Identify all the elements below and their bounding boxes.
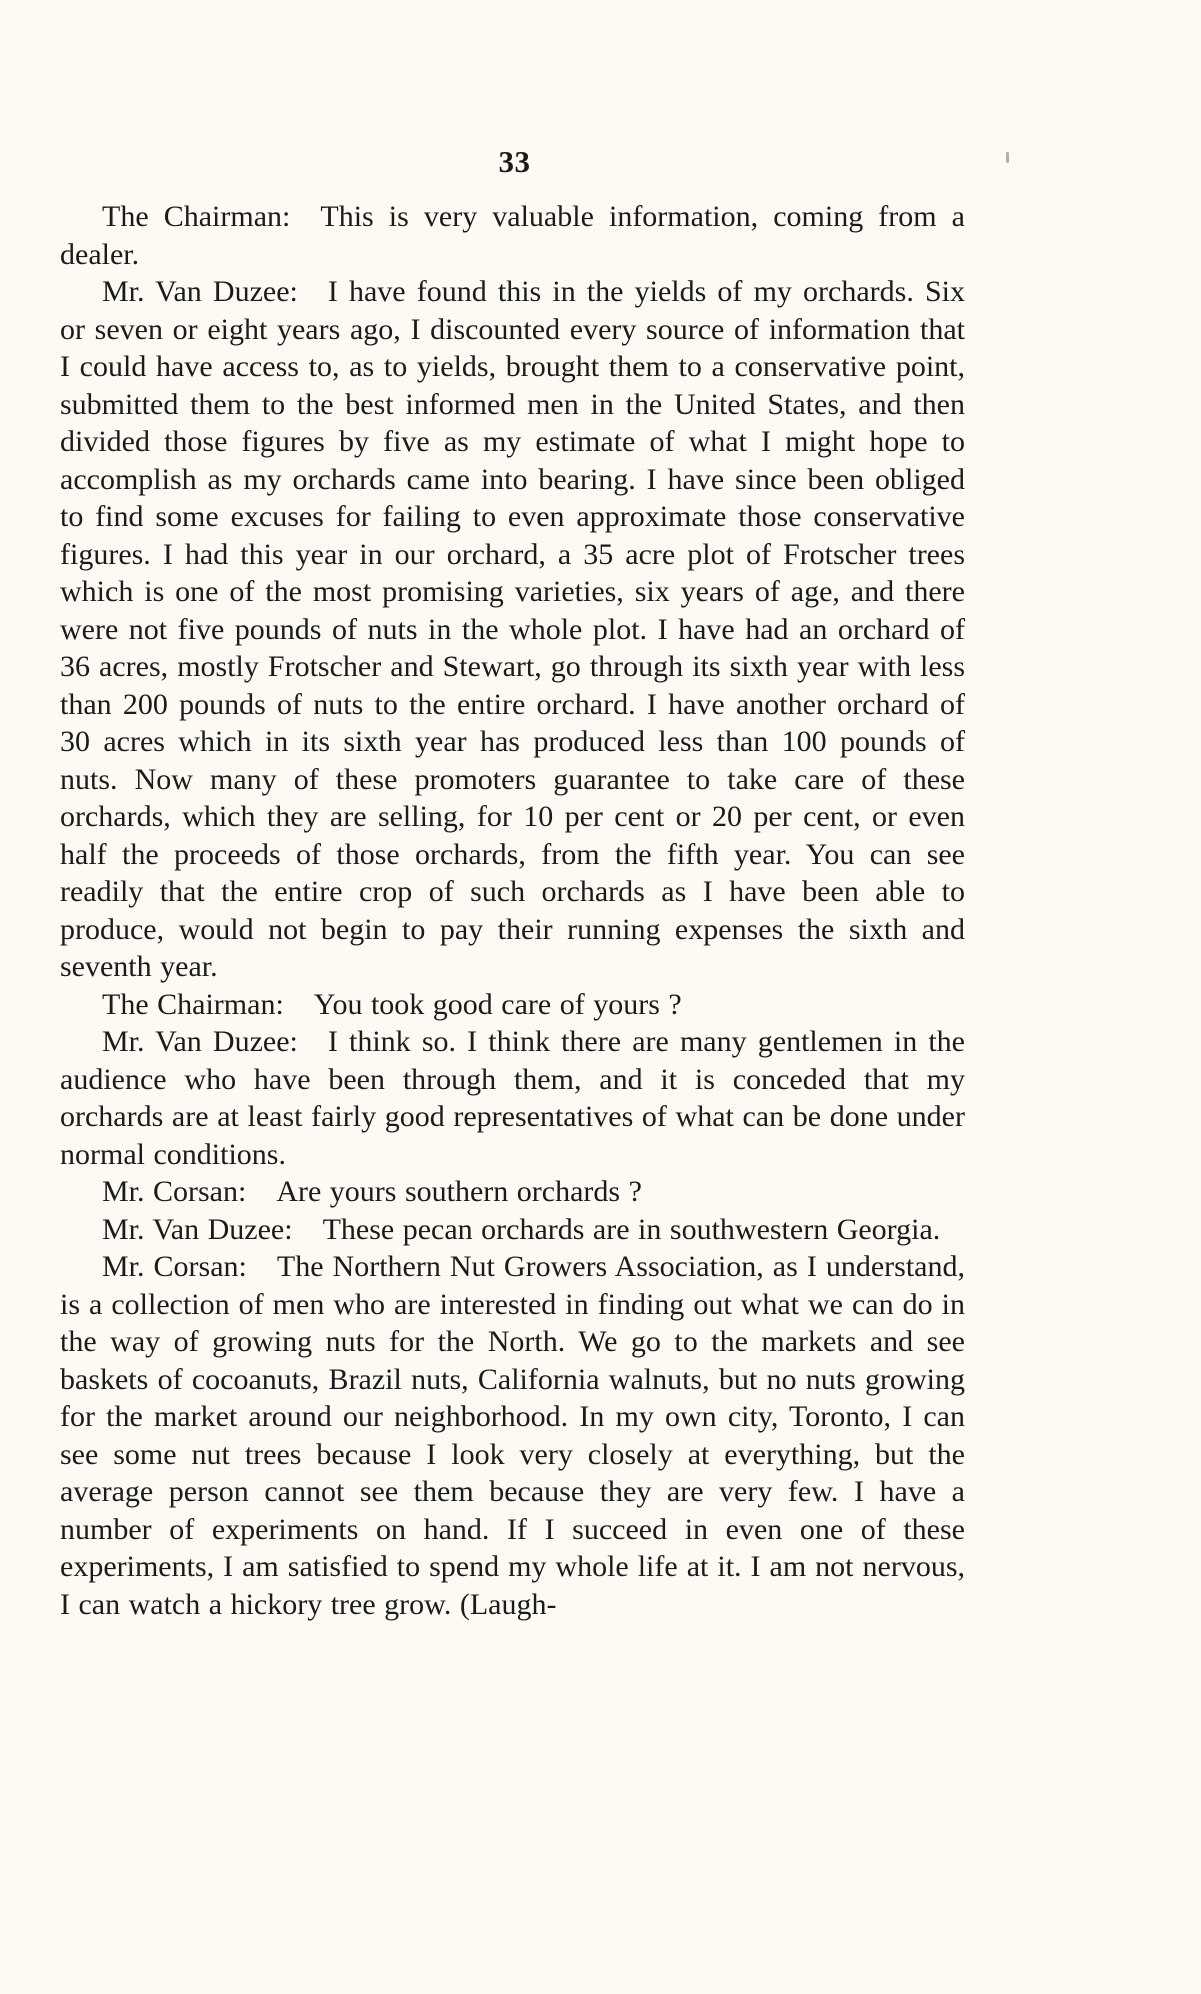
- paragraph: Mr. Van Duzee: I have found this in the yields of my orchards. Six or seven or eight years ago, I discounted every source of information that I could have access to, as to yields, brought them to a conservative point, submitted them to the best informed men in the United States, and then divided those figures by five as my estimate of what I might hope to accomplish as my orchards came into bearing. I have since been obliged to find some excuses for failing to even approximate those conservative figures. I had this year in our orchard, a 35 acre plot of Frotscher trees which is one of the most promising varieties, six years of age, and there were not five pounds of nuts in the whole plot. I have had an orchard of 36 acres, mostly Frotscher and Stewart, go through its sixth year with less than 200 pounds of nuts to the entire orchard. I have another orchard of 30 acres which in its sixth year has produced less than 100 pounds of nuts. Now many of these promoters guarantee to take care of these orchards, which they are selling, for 10 per cent or 20 per cent, or even half the proceeds of those orchards, from the fifth year. You can see readily that the entire crop of such orchards as I have been able to produce, would not begin to pay their running expenses the sixth and seventh year.: [60, 275, 965, 983]
- paragraph: The Chairman: You took good care of yours ?: [102, 987, 682, 1021]
- page-number: 33: [498, 144, 531, 179]
- paragraph: Mr. Corsan: The Northern Nut Growers Association, as I understand, is a collection of men who are interested in finding out what we can do in the way of growing nuts for the North. We go to the markets and see baskets of cocoanuts, Brazil nuts, California walnuts, but no nuts growing for the market around our neighborhood. In my own city, Toronto, I can see some nut trees because I look very closely at everything, but the average person cannot see them because they are very few. I have a number of experiments on hand. If I succeed in even one of these experiments, I am satisfied to spend my whole life at it. I am not nervous, I can watch a hickory tree grow. (Laugh-: [60, 1250, 965, 1621]
- paragraph: Mr. Corsan: Are yours southern orchards ?: [102, 1175, 642, 1208]
- scan-artifact: [1006, 152, 1009, 163]
- paragraph: Mr. Van Duzee: I think so. I think there are many gentlemen in the audience who have been through them, and it is conceded that my orchards are at least fairly good representatives of what can be done under normal conditions.: [60, 1025, 965, 1171]
- page-text: [60, 198, 965, 1623]
- paragraph: Mr. Van Duzee: These pecan orchards are in southwestern Georgia.: [102, 1212, 941, 1246]
- paragraph: The Chairman: This is very valuable information, coming from a dealer.: [60, 200, 965, 271]
